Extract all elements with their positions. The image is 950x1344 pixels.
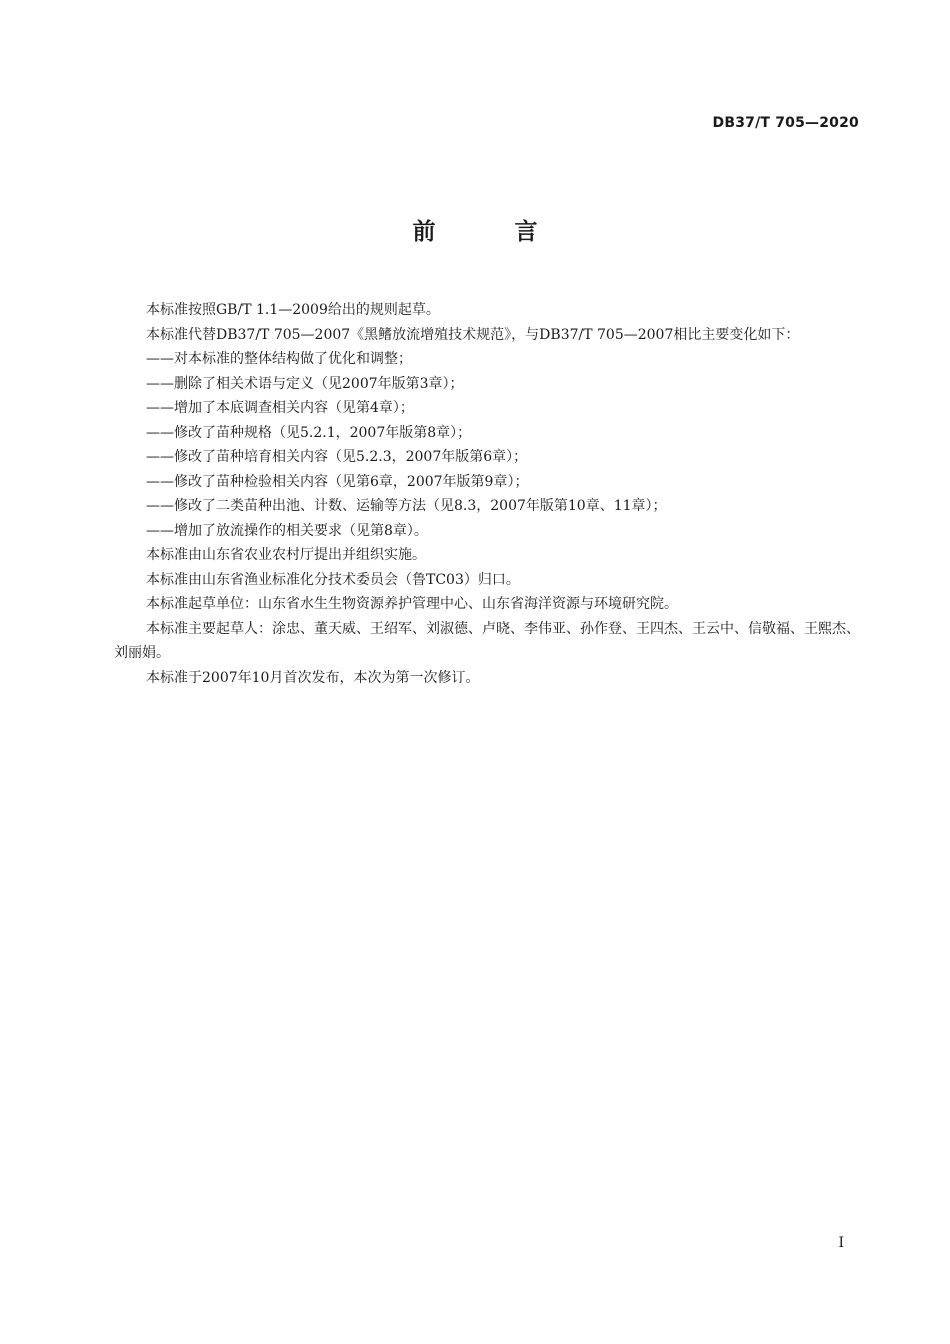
standard-code: DB37/T 705—2020 <box>712 115 859 131</box>
paragraph-drafters: 本标准主要起草人：涂忠、董天威、王绍军、刘淑德、卢晓、李伟亚、孙作登、王四杰、王云中、信敬福、王熙杰、刘丽娟。 <box>114 620 860 661</box>
paragraph-committee: 本标准由山东省渔业标准化分技术委员会（鲁TC03）归口。 <box>146 571 520 588</box>
page-number: I <box>838 1235 844 1251</box>
paragraph-drafting-units: 本标准起草单位：山东省水生生物资源养护管理中心、山东省海洋资源与环境研究院。 <box>146 596 678 612</box>
change-item: ——增加了本底调查相关内容（见第4章）； <box>146 400 414 416</box>
change-item: ——修改了苗种规格（见5.2.1，2007年版第8章）； <box>146 424 472 441</box>
change-item: ——修改了苗种检验相关内容（见第6章，2007年版第9章）； <box>146 473 529 490</box>
paragraph-proposer: 本标准由山东省农业农村厅提出并组织实施。 <box>146 547 426 563</box>
change-item: ——删除了相关术语与定义（见2007年版第3章）； <box>146 375 464 392</box>
change-item: ——对本标准的整体结构做了优化和调整； <box>146 351 412 367</box>
change-item: ——增加了放流操作的相关要求（见第8章）。 <box>146 522 428 539</box>
paragraph-drafting-rule: 本标准按照GB/T 1.1—2009给出的规则起草。 <box>146 302 440 318</box>
foreword-body <box>114 298 860 690</box>
paragraph-replacement: 本标准代替DB37/T 705—2007《黑鳍放流增殖技术规范》，与DB37/T 705—2007相比主要变化如下： <box>146 326 800 343</box>
paragraph-release-history: 本标准于2007年10月首次发布，本次为第一次修订。 <box>146 669 480 686</box>
change-item: ——修改了苗种培育相关内容（见5.2.3，2007年版第6章）； <box>146 449 528 465</box>
page-title: 前 言 <box>412 219 566 245</box>
change-item: ——修改了二类苗种出池、计数、运输等方法（见8.3，2007年版第10章、11章）； <box>146 498 667 514</box>
